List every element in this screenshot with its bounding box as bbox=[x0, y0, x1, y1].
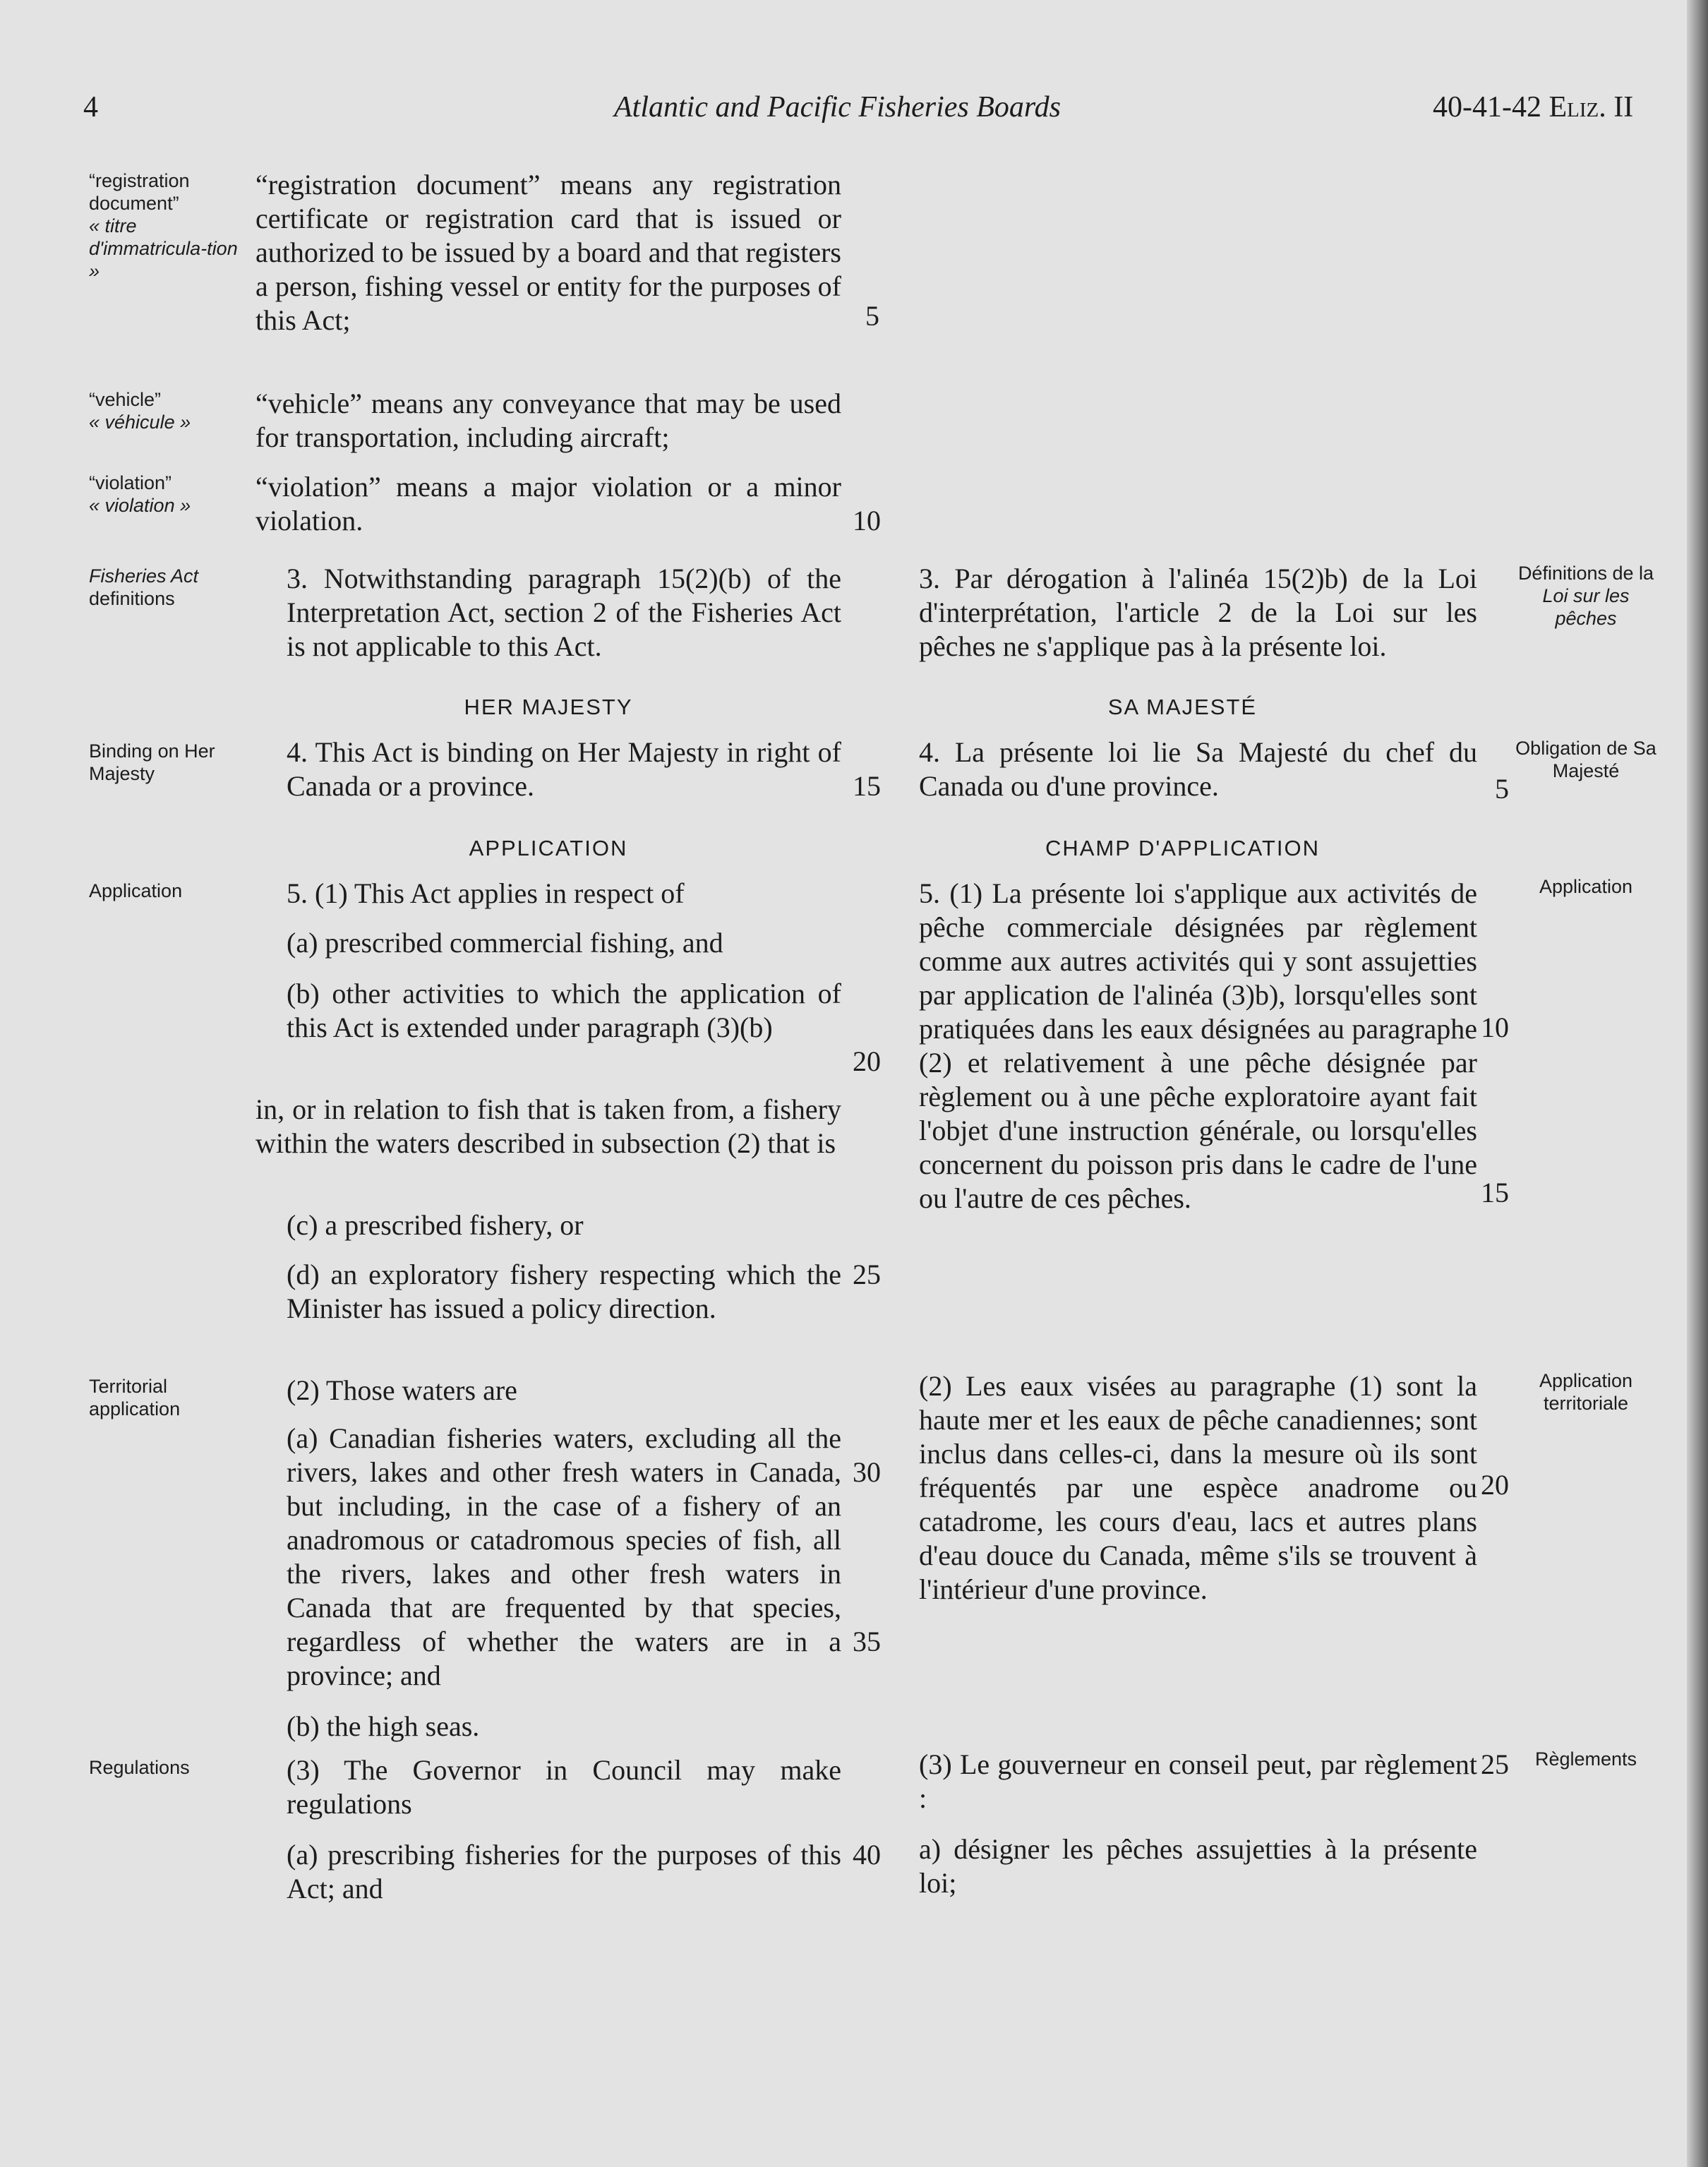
section-4-fr: 4. La présente loi lie Sa Majesté du chef du Canada ou d'une province. bbox=[919, 736, 1477, 802]
margin-note-reglements: Règlements bbox=[1534, 1748, 1637, 1770]
heading-sa-majeste: SA MAJESTÉ bbox=[1107, 695, 1258, 719]
line-number: 20 bbox=[853, 1045, 881, 1077]
margin-note-regulations: Regulations bbox=[89, 1757, 190, 1778]
line-number: 15 bbox=[1481, 1177, 1509, 1208]
section-5-1-en: 5. (1) This Act applies in respect of bbox=[287, 877, 685, 909]
heading-champ-application: CHAMP D'APPLICATION bbox=[1045, 836, 1320, 860]
section-5-3-a-en: (a) prescribing fisheries for the purposes of this Act; and bbox=[287, 1839, 841, 1904]
section-3-en: 3. Notwithstanding paragraph 15(2)(b) of the Interpretation Act, section 2 of the Fisheries Act is not applicable to this Act. bbox=[287, 563, 841, 662]
margin-note-registration-document: “registration document” « titre d'immatricula-tion » bbox=[89, 170, 238, 282]
line-number: 35 bbox=[853, 1626, 881, 1657]
section-5-1-c-en: (c) a prescribed fishery, or bbox=[287, 1209, 584, 1241]
section-5-1-tail-en: in, or in relation to fish that is taken from, a fishery within the waters described in subsection (2) that is bbox=[255, 1093, 841, 1159]
margin-note-application: Application bbox=[89, 880, 183, 901]
line-number: 5 bbox=[865, 300, 879, 332]
line-number: 10 bbox=[1481, 1012, 1509, 1043]
definition-violation: “violation” means a major violation or a minor violation. bbox=[255, 471, 841, 536]
margin-note-application-fr: Application bbox=[1539, 876, 1633, 897]
definition-registration-document: “registration document” means any registration certificate or registration card that is issued or authorized to be issued by a board and that registers a person, fishing vessel or entity for the purposes of this Act; bbox=[255, 169, 841, 336]
section-5-2-en: (2) Those waters are bbox=[287, 1374, 517, 1406]
margin-note-definitions-fr: Définitions de la Loi sur les pêches bbox=[1517, 563, 1654, 629]
definition-vehicle: “vehicle” means any conveyance that may be used for transportation, including aircraft; bbox=[255, 388, 841, 453]
line-number: 25 bbox=[1481, 1748, 1509, 1780]
line-number: 25 bbox=[853, 1259, 881, 1290]
section-5-2-fr: (2) Les eaux visées au paragraphe (1) sont la haute mer et les eaux de pêche canadiennes; sont inclus dans celles-ci, dans la mesure où ils sont fréquentés par une espèce anadrome ou catadrome, les cours d'eau, lacs et autres plans d'eau douce du Canada, même s'ils se trouvent à l'intérieur d'une province. bbox=[919, 1370, 1477, 1605]
line-number: 5 bbox=[1495, 773, 1509, 805]
section-5-1-b-en: (b) other activities to which the application of this Act is extended under paragraph (3)(b) bbox=[287, 978, 841, 1043]
margin-note-territorial: Territorial application bbox=[89, 1376, 181, 1419]
margin-note-fisheries-act-definitions: Fisheries Act definitions bbox=[89, 565, 199, 609]
line-number: 40 bbox=[853, 1839, 881, 1871]
volume-reference: 40-41-42 Eliz. II bbox=[1433, 91, 1634, 124]
section-4-en: 4. This Act is binding on Her Majesty in right of Canada or a province. bbox=[287, 736, 841, 802]
section-5-3-en: (3) The Governor in Council may make regulations bbox=[287, 1754, 841, 1820]
margin-note-binding: Binding on Her Majesty bbox=[89, 740, 215, 784]
section-5-1-a-en: (a) prescribed commercial fishing, and bbox=[287, 927, 723, 959]
line-number: 30 bbox=[853, 1456, 881, 1488]
section-3-fr: 3. Par dérogation à l'alinéa 15(2)b) de la Loi d'interprétation, l'article 2 de la Loi sur les pêches ne s'applique pas à la présente loi. bbox=[919, 563, 1477, 662]
line-number: 15 bbox=[853, 770, 881, 802]
page-edge-shadow bbox=[1687, 0, 1708, 2167]
section-5-2-a-en: (a) Canadian fisheries waters, excluding all the rivers, lakes and other fresh waters in Canada, but including, in the case of a fishery of an anadromous or catadromous species of fish, all the rivers, lakes and other fresh waters in Canada that are frequented by that species, regardless of whether the waters are in a province; and bbox=[287, 1422, 841, 1691]
section-5-3-a-fr: a) désigner les pêches assujetties à la présente loi; bbox=[919, 1833, 1477, 1899]
margin-note-violation: “violation” « violation » bbox=[89, 472, 191, 516]
line-number: 10 bbox=[853, 505, 881, 536]
running-title: Atlantic and Pacific Fisheries Boards bbox=[614, 91, 1062, 124]
section-5-3-fr: (3) Le gouverneur en conseil peut, par règlement : bbox=[919, 1748, 1477, 1814]
heading-her-majesty: HER MAJESTY bbox=[464, 695, 633, 719]
margin-note-obligation: Obligation de Sa Majesté bbox=[1515, 738, 1656, 781]
section-5-1-d-en: (d) an exploratory fishery respecting which the Minister has issued a policy direction. bbox=[287, 1259, 841, 1324]
margin-note-vehicle: “vehicle” « véhicule » bbox=[89, 389, 191, 433]
section-5-2-b-en: (b) the high seas. bbox=[287, 1710, 480, 1742]
margin-note-territoriale: Application territoriale bbox=[1539, 1370, 1633, 1414]
section-5-1-fr: 5. (1) La présente loi s'applique aux activités de pêche commerciale désignées par règlement comme aux autres activités qui y sont assujetties par application de l'alinéa (3)b), lorsqu'elles sont pratiquées dans les eaux désignées au paragraphe (2) et relativement à une pêche désignée par règlement ou à une pêche exploratoire ayant fait l'objet d'une instruction générale, ou lorsqu'elles concernent du poisson pris dans le cadre de l'une ou l'autre de ces pêches. bbox=[919, 877, 1477, 1214]
line-number: 20 bbox=[1481, 1469, 1509, 1501]
page-number: 4 bbox=[83, 91, 98, 124]
heading-application: APPLICATION bbox=[469, 836, 628, 860]
